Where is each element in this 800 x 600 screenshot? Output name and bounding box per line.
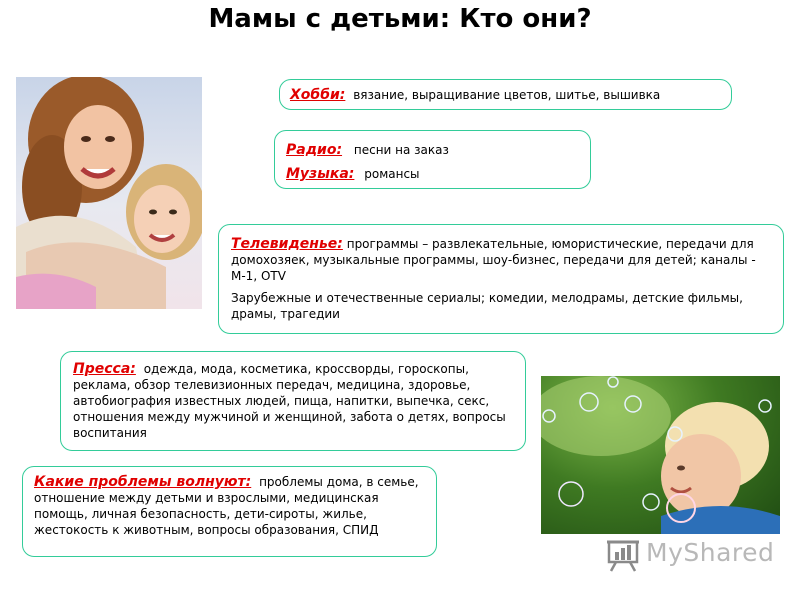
radio-text: песни на заказ: [353, 143, 449, 157]
radio-music-box: [274, 130, 591, 189]
boy-bubbles-photo: [541, 376, 780, 534]
boy-bubbles-illustration: [541, 376, 780, 534]
logo-text: MyShared: [646, 538, 775, 567]
myshared-logo: [606, 536, 776, 574]
press-label: Пресса:: [73, 361, 136, 377]
music-text: романсы: [364, 167, 420, 181]
tv-box: [218, 224, 784, 334]
problems-label: Какие проблемы волнуют:: [34, 474, 252, 490]
mother-daughter-photo: [16, 77, 202, 309]
hobby-text: вязание, выращивание цветов, шитье, вышивка: [353, 88, 661, 102]
tv-label: Телевиденье:: [231, 236, 343, 252]
music-label: Музыка:: [286, 166, 355, 182]
problems-box: [22, 466, 437, 557]
radio-label: Радио:: [286, 142, 343, 158]
press-text: одежда, мода, косметика, кроссворды, гороскопы, реклама, обзор телевизионных передач, медицина, здоровье, автобиография известных людей, пища, напитки, выпечка, секс, отношения между мужчиной и женщиной, забота о детях, вопросы воспитания: [73, 362, 506, 440]
mother-daughter-illustration: [16, 77, 202, 309]
tv-text-series: Зарубежные и отечественные сериалы; комедии, мелодрамы, детские фильмы, драмы, трагедии: [231, 291, 743, 321]
tv-text-programs: программы – развлекательные, юмористические, передачи для домохозяек, музыкальные программы, шоу-бизнес, передачи для детей; каналы - М-1, OTV: [231, 237, 756, 283]
presentation-board-icon: [606, 536, 642, 572]
hobby-label: Хобби:: [290, 87, 346, 103]
press-box: [60, 351, 526, 451]
page-title: Мамы с детьми: Кто они?: [208, 4, 592, 34]
hobby-box: [279, 79, 732, 110]
problems-text: проблемы дома, в семье, отношение между детьми и взрослыми, медицинская помощь, личная безопасность, дети-сироты, жилье, жестокость к животным, вопросы образования, СПИД: [34, 475, 419, 537]
